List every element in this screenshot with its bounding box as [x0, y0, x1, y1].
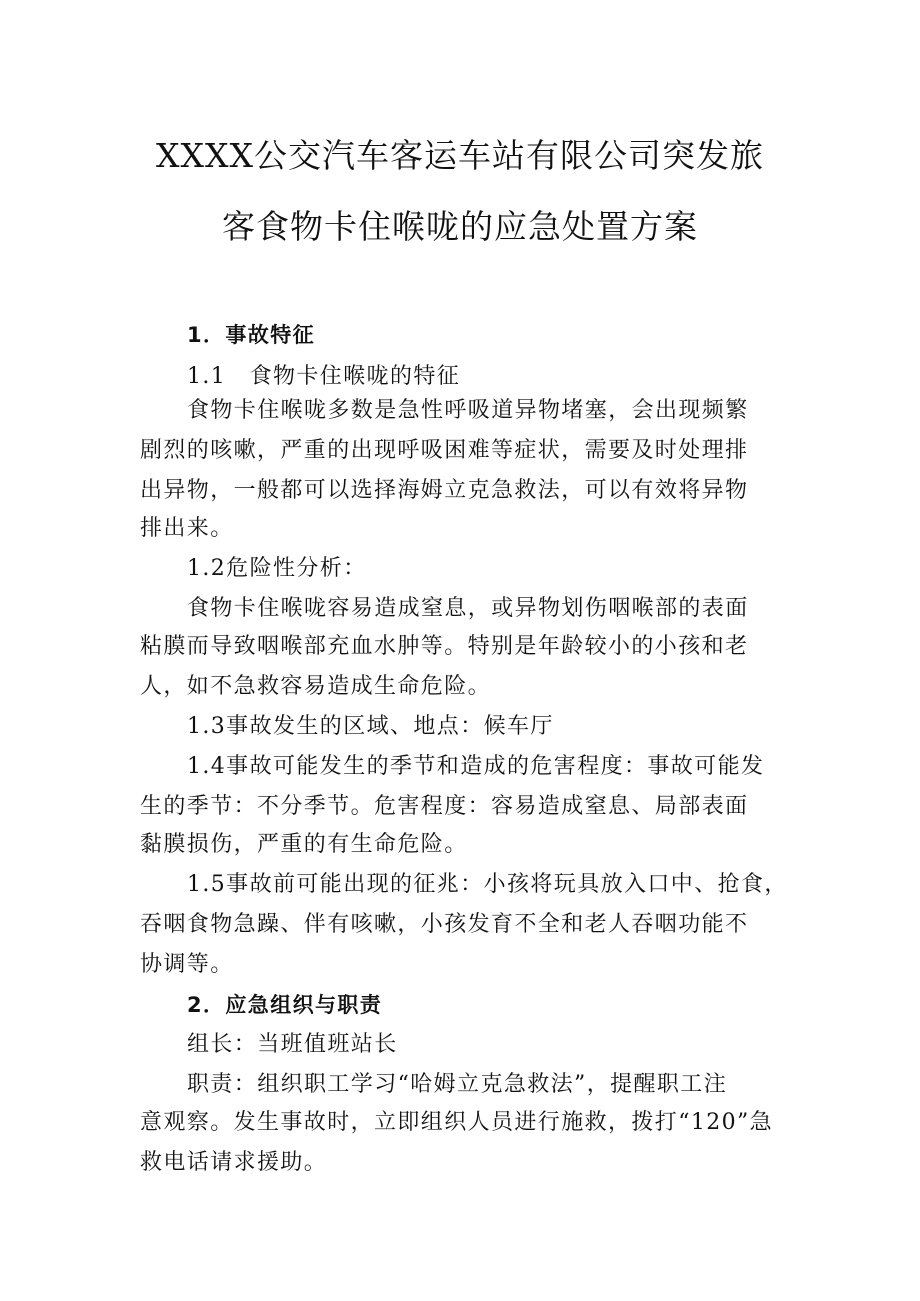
paragraph-line: 1.2危险性分析：	[187, 556, 367, 581]
paragraph-line: 1.1 食物卡住喉咙的特征	[187, 364, 461, 389]
section-heading-1: 1．事故特征	[187, 323, 316, 347]
paragraph-line: 人，如不急救容易造成生命危险。	[140, 674, 492, 699]
paragraph-line: 食物卡住喉咙多数是急性呼吸道异物堵塞，会出现频繁	[187, 398, 749, 423]
section-heading-2: 2．应急组织与职责	[187, 993, 383, 1017]
paragraph-line: 吞咽食物急躁、伴有咳嗽，小孩发育不全和老人吞咽功能不	[140, 912, 749, 937]
paragraph-line: 组长：当班值班站长	[187, 1032, 398, 1057]
paragraph-line: 1.3事故发生的区域、地点：候车厅	[187, 714, 554, 739]
paragraph-line: 职责：组织职工学习“哈姆立克急救法”，提醒职工注	[187, 1072, 728, 1097]
document-title-line-1: XXXX公交汽车客运车站有限公司突发旅	[156, 136, 764, 175]
paragraph-line: 食物卡住喉咙容易造成窒息，或异物划伤咽喉部的表面	[187, 596, 749, 621]
paragraph-line: 生的季节：不分季节。危害程度：容易造成窒息、局部表面	[140, 794, 749, 819]
paragraph-line: 排出来。	[140, 516, 234, 541]
paragraph-line: 剧烈的咳嗽，严重的出现呼吸困难等症状，需要及时处理排	[140, 438, 749, 463]
document-title-line-2: 客食物卡住喉咙的应急处置方案	[222, 207, 698, 246]
paragraph-line: 1.5事故前可能出现的征兆：小孩将玩具放入口中、抢食，	[187, 872, 788, 897]
paragraph-line: 协调等。	[140, 952, 234, 977]
paragraph-line: 出异物，一般都可以选择海姆立克急救法，可以有效将异物	[140, 478, 749, 503]
paragraph-line: 救电话请求援助。	[140, 1150, 328, 1175]
paragraph-line: 意观察。发生事故时，立即组织人员进行施救，拨打“120”急	[140, 1110, 774, 1135]
paragraph-line: 1.4事故可能发生的季节和造成的危害程度：事故可能发	[187, 754, 765, 779]
paragraph-line: 黏膜损伤，严重的有生命危险。	[140, 832, 468, 857]
paragraph-line: 粘膜而导致咽喉部充血水肿等。特别是年龄较小的小孩和老	[140, 634, 749, 659]
